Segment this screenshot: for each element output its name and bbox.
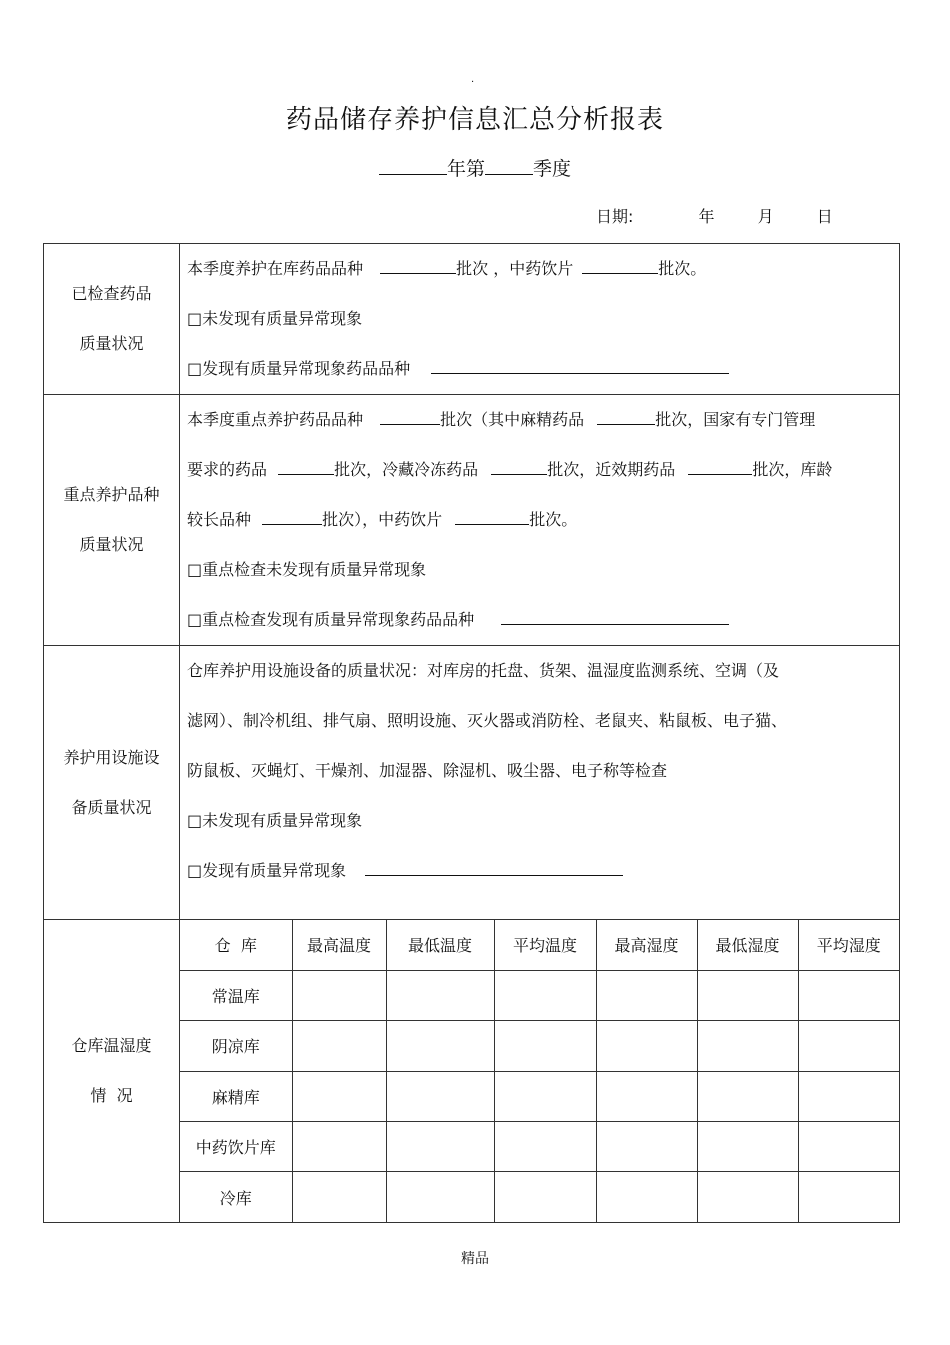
table-cell[interactable] (494, 1172, 596, 1222)
label-line: 质量状况 (79, 334, 144, 353)
table-cell[interactable] (292, 1071, 386, 1121)
fill-blank[interactable] (597, 409, 655, 425)
table-cell[interactable] (798, 1021, 899, 1071)
fill-blank[interactable] (455, 509, 529, 525)
page-title: 药品储存养护信息汇总分析报表 (285, 105, 664, 135)
line (187, 445, 899, 495)
quarter-suffix: 季度 (533, 158, 572, 180)
table-cell[interactable] (596, 1021, 697, 1071)
checkbox-option[interactable] (187, 595, 899, 645)
text: 批次，近效期药品 (547, 460, 676, 479)
fill-blank[interactable] (262, 509, 322, 525)
label-line: 备质量状况 (71, 797, 152, 817)
label-line: 已检查药品 (71, 284, 152, 303)
year-suffix: 年第 (446, 158, 485, 180)
checkbox-option[interactable]: □重点检查未发现有质量异常现象 (187, 560, 427, 579)
table-cell[interactable] (798, 1172, 899, 1222)
table-header-row (180, 920, 899, 970)
section-facilities (44, 646, 900, 920)
date-day: 日 (816, 207, 833, 226)
text: 要求的药品 (187, 460, 268, 479)
label-line: 仓库温湿度 (71, 1036, 152, 1056)
label-line: 重点养护品种 (63, 485, 160, 504)
text: 批次），中药饮片 (322, 510, 443, 529)
checkbox-option[interactable] (187, 846, 899, 896)
checkbox-option[interactable]: □未发现有质量异常现象 (187, 309, 363, 328)
section-content (180, 395, 900, 646)
column-header: 平均温度 (494, 920, 596, 970)
fill-blank[interactable] (431, 358, 729, 374)
text: 批次。 (658, 259, 707, 278)
row-label: 常温库 (180, 970, 292, 1020)
table-cell[interactable] (494, 970, 596, 1020)
text: 本季度重点养护药品品种 (187, 410, 364, 429)
text: 批次，冷藏冷冻药品 (334, 460, 479, 479)
text: □重点检查发现有质量异常现象药品品种 (187, 610, 475, 629)
table-cell[interactable] (494, 1021, 596, 1071)
section-content (180, 920, 900, 1223)
line: 滤网）、制冷机组、排气扇、照明设施、灭火器或消防栓、老鼠夹、粘鼠板、电子猫、 (187, 711, 788, 730)
table-cell[interactable] (798, 1071, 899, 1121)
year-blank[interactable] (379, 157, 447, 175)
table-cell[interactable] (798, 970, 899, 1020)
temp-humidity-table (180, 920, 899, 1222)
table-row (180, 970, 899, 1020)
line (187, 495, 899, 545)
section-key-maintenance (44, 395, 900, 646)
section-label (44, 244, 180, 395)
table-row (180, 1172, 899, 1222)
text: 批次，库龄 (752, 460, 833, 479)
table-cell[interactable] (697, 1172, 798, 1222)
table-cell[interactable] (386, 1172, 494, 1222)
text: □发现有质量异常现象 (187, 861, 347, 880)
column-header: 平均湿度 (798, 920, 899, 970)
text: 较长品种 (187, 510, 252, 529)
checkbox-option[interactable] (187, 344, 899, 394)
line: 仓库养护用设施设备的质量状况：对库房的托盘、货架、温湿度监测系统、空调（及 (187, 661, 780, 680)
section-checked-drugs (44, 244, 900, 395)
table-row (180, 1122, 899, 1172)
line (187, 244, 899, 294)
table-cell[interactable] (596, 1122, 697, 1172)
label-line: 质量状况 (79, 535, 144, 554)
checkbox-option[interactable]: □未发现有质量异常现象 (187, 811, 363, 830)
label-line: 情 况 (90, 1086, 133, 1106)
text: 批次（其中麻精药品 (440, 410, 585, 429)
row-label: 阴凉库 (180, 1021, 292, 1071)
table-cell[interactable] (386, 1071, 494, 1121)
column-header: 仓 库 (214, 936, 257, 956)
section-content (180, 646, 900, 920)
section-label (44, 395, 180, 646)
text: 本季度养护在库药品品种 (187, 259, 364, 278)
table-cell[interactable] (292, 1122, 386, 1172)
table-cell[interactable] (494, 1071, 596, 1121)
section-temp-humidity (44, 920, 900, 1223)
table-cell[interactable] (697, 1122, 798, 1172)
section-label (44, 646, 180, 920)
date-month: 月 (757, 207, 774, 226)
fill-blank[interactable] (278, 459, 334, 475)
fill-blank[interactable] (582, 258, 658, 274)
fill-blank[interactable] (365, 860, 623, 876)
fill-blank[interactable] (380, 409, 440, 425)
text: 批次 ，中药饮片 (456, 259, 574, 278)
year-quarter-line (0, 154, 950, 181)
table-cell[interactable] (697, 970, 798, 1020)
row-label: 冷库 (180, 1172, 292, 1222)
table-row (180, 1021, 899, 1071)
table-cell[interactable] (292, 970, 386, 1020)
fill-blank[interactable] (380, 258, 456, 274)
section-content (180, 244, 900, 395)
footer-text: 精品 (461, 1251, 489, 1267)
fill-blank[interactable] (688, 459, 752, 475)
table-cell[interactable] (386, 1021, 494, 1071)
table-cell[interactable] (292, 1021, 386, 1071)
date-year: 年 (698, 207, 715, 226)
fill-blank[interactable] (501, 609, 729, 625)
table-cell[interactable] (386, 1122, 494, 1172)
table-cell[interactable] (292, 1172, 386, 1222)
table-cell[interactable] (596, 1071, 697, 1121)
row-label: 麻精库 (180, 1071, 292, 1121)
date-line (596, 204, 833, 227)
line: 防鼠板、灭蝇灯、干燥剂、加湿器、除湿机、吸尘器、电子称等检查 (187, 761, 668, 780)
column-header: 最低湿度 (697, 920, 798, 970)
table-cell[interactable] (798, 1122, 899, 1172)
label-line: 养护用设施设 (63, 747, 160, 767)
text: 批次，国家有专门管理 (655, 410, 816, 429)
report-table (43, 243, 900, 1223)
fill-blank[interactable] (491, 459, 547, 475)
column-header: 最高湿度 (596, 920, 697, 970)
table-cell[interactable] (596, 970, 697, 1020)
table-cell[interactable] (596, 1172, 697, 1222)
date-label: 日期: (596, 207, 634, 226)
section-label (44, 920, 180, 1223)
row-label: 中药饮片库 (180, 1122, 292, 1172)
column-header: 最高温度 (292, 920, 386, 970)
quarter-blank[interactable] (485, 157, 533, 175)
column-header: 最低温度 (386, 920, 494, 970)
text: □发现有质量异常现象药品品种 (187, 359, 411, 378)
page-dot: . (471, 74, 475, 85)
table-cell[interactable] (494, 1122, 596, 1172)
text: 批次。 (529, 510, 578, 529)
table-cell[interactable] (697, 1071, 798, 1121)
table-cell[interactable] (697, 1021, 798, 1071)
table-row (180, 1071, 899, 1121)
line (187, 395, 899, 445)
table-cell[interactable] (386, 970, 494, 1020)
